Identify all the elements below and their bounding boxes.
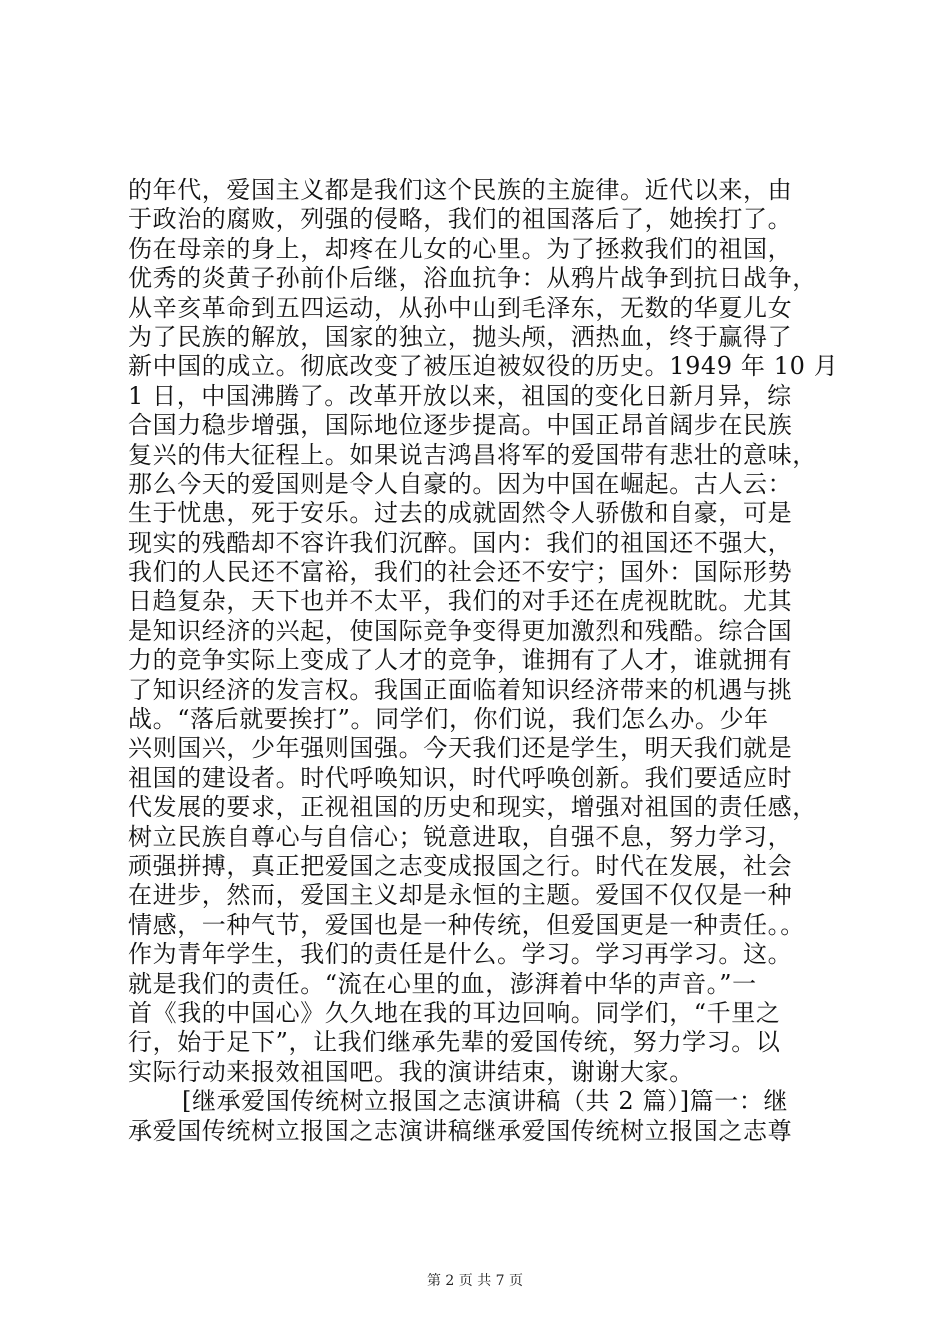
text-line: 行，始于足下”，让我们继承先辈的爱国传统，努力学习。以 bbox=[128, 1028, 781, 1057]
text-line: 战。“落后就要挨打”。同学们，你们说，我们怎么办。少年 bbox=[128, 705, 769, 734]
page-indicator: 第 2 页 共 7 页 bbox=[426, 1273, 524, 1289]
text-line: 了知识经济的发言权。我国正面临着知识经济带来的机遇与挑 bbox=[128, 675, 793, 704]
text-line: 新中国的成立。彻底改变了被压迫被奴役的历史。1949 年 10 月 bbox=[128, 352, 839, 381]
text-line: 那么今天的爱国则是令人自豪的。因为中国在崛起。古人云： bbox=[128, 469, 793, 498]
text-line: 在进步，然而，爱国主义却是永恒的主题。爱国不仅仅是一种 bbox=[128, 881, 793, 910]
text-line: 我们的人民还不富裕，我们的社会还不安宁；国外：国际形势 bbox=[128, 558, 793, 587]
text-line: 代发展的要求，正视祖国的历史和现实，增强对祖国的责任感， bbox=[128, 793, 817, 822]
text-line: 兴则国兴，少年强则国强。今天我们还是学生，明天我们就是 bbox=[128, 734, 793, 763]
text-line: 于政治的腐败，列强的侵略，我们的祖国落后了，她挨打了。 bbox=[128, 205, 793, 234]
body-text bbox=[128, 176, 858, 1146]
text-line: 是知识经济的兴起，使国际竞争变得更加激烈和残酷。综合国 bbox=[128, 616, 793, 645]
text-line: 1 日，中国沸腾了。改革开放以来，祖国的变化日新月异，综 bbox=[128, 381, 792, 410]
text-line: 实际行动来报效祖国吧。我的演讲结束，谢谢大家。 bbox=[128, 1057, 694, 1086]
text-line: 顽强拼搏，真正把爱国之志变成报国之行。时代在发展，社会 bbox=[128, 851, 793, 880]
text-line: 的年代，爱国主义都是我们这个民族的主旋律。近代以来，由 bbox=[128, 176, 793, 204]
text-line: 承爱国传统树立报国之志演讲稿继承爱国传统树立报国之志尊 bbox=[128, 1116, 793, 1145]
text-line: 就是我们的责任。“流在心里的血，澎湃着中华的声音。”一 bbox=[128, 969, 757, 998]
text-line: 祖国的建设者。时代呼唤知识，时代呼唤创新。我们要适应时 bbox=[128, 763, 793, 792]
text-line: 优秀的炎黄子孙前仆后继，浴血抗争：从鸦片战争到抗日战争， bbox=[128, 264, 817, 293]
text-line: 首《我的中国心》久久地在我的耳边回响。同学们，“千里之 bbox=[128, 998, 781, 1027]
text-line: 从辛亥革命到五四运动，从孙中山到毛泽东，无数的华夏儿女 bbox=[128, 293, 793, 322]
text-line: 为了民族的解放，国家的独立，抛头颅，洒热血，终于赢得了 bbox=[128, 322, 793, 351]
text-line: 现实的残酷却不容许我们沉醉。国内：我们的祖国还不强大， bbox=[128, 528, 793, 557]
text-line: 合国力稳步增强，国际地位逐步提高。中国正昂首阔步在民族 bbox=[128, 411, 793, 440]
text-line: 情感，一种气节，爱国也是一种传统，但爱国更是一种责任。。 bbox=[128, 910, 805, 939]
text-line: 日趋复杂，天下也并不太平，我们的对手还在虎视眈眈。尤其 bbox=[128, 587, 793, 616]
section-heading-line: [继承爱国传统树立报国之志演讲稿（共 2 篇）]篇一：继 bbox=[182, 1087, 789, 1116]
text-line: 复兴的伟大征程上。如果说吉鸿昌将军的爱国带有悲壮的意味， bbox=[128, 440, 817, 469]
text-line: 生于忧患，死于安乐。过去的成就固然令人骄傲和自豪，可是 bbox=[128, 499, 793, 528]
text-line: 树立民族自尊心与自信心；锐意进取，自强不息，努力学习， bbox=[128, 822, 793, 851]
text-line: 作为青年学生，我们的责任是什么。学习。学习再学习。这。 bbox=[128, 940, 793, 969]
page-footer bbox=[0, 1270, 950, 1290]
text-line: 力的竞争实际上变成了人才的竞争，谁拥有了人才，谁就拥有 bbox=[128, 646, 793, 675]
text-line: 伤在母亲的身上，却疼在儿女的心里。为了拯救我们的祖国， bbox=[128, 234, 793, 263]
